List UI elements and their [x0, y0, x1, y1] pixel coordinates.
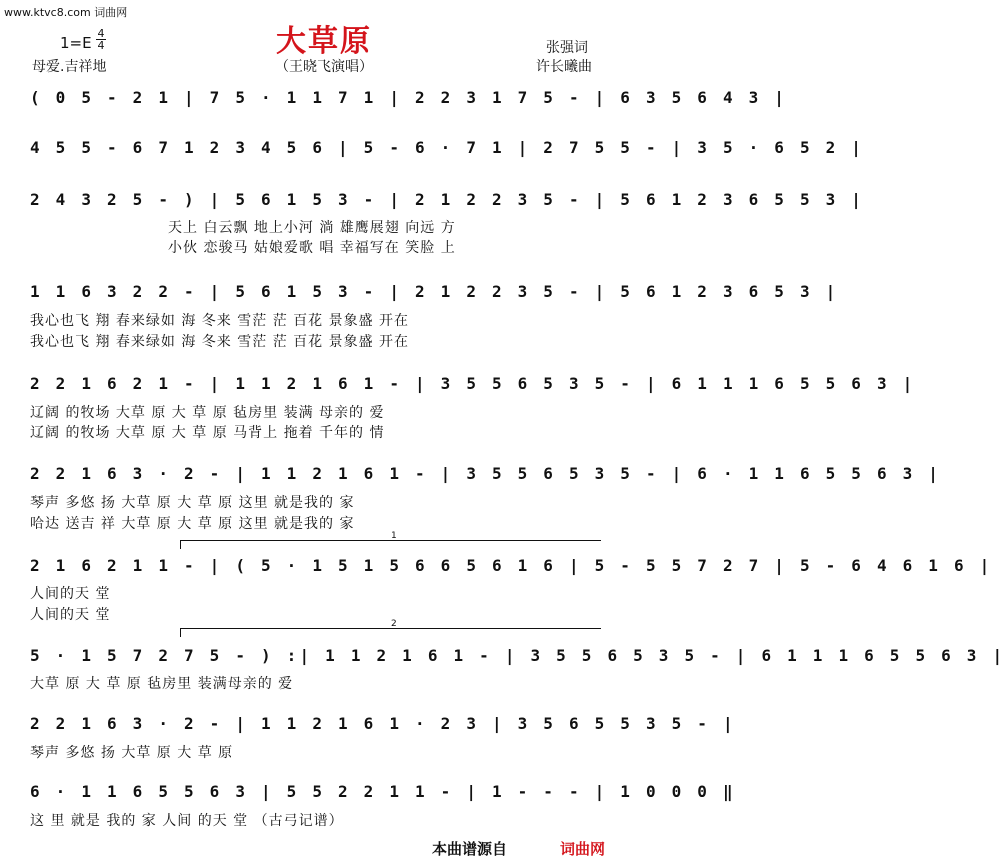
singer: （王晓飞演唱） [275, 59, 373, 75]
lyric-line-10a: 这 里 就是 我的 家 人间 的天 堂 （古弓记谱） [30, 813, 344, 829]
footer-source: 本曲谱源自 [432, 840, 508, 858]
key-signature: 1=E [60, 34, 92, 52]
composer: 许长曦曲 [536, 59, 592, 75]
time-signature [96, 28, 106, 51]
notation-line-10: 6 · 1 1 6 5 5 6 3 | 5 5 2 2 1 1 - | 1 - - - | 1 0 0 0 ‖ [30, 782, 736, 801]
notation-line-8: 5 · 1 5 7 2 7 5 - ) :| 1 1 2 1 6 1 - | 3 5 5 6 5 3 5 - | 6 1 1 1 6 5 5 6 3 | [30, 646, 1005, 665]
notation-line-5: 2 2 1 6 2 1 - | 1 1 2 1 6 1 - | 3 5 5 6 5 3 5 - | 6 1 1 1 6 5 5 6 3 | [30, 374, 916, 393]
notation-line-7: 2 1 6 2 1 1 - | ( 5 · 1 5 1 5 6 6 5 6 1 6 | 5 - 5 5 7 2 7 | 5 - 6 4 6 1 6 | [30, 556, 993, 575]
lyric-line-6a: 琴声 多悠 扬 大草 原 大 草 原 这里 就是我的 家 [30, 495, 355, 511]
site-watermark: www.ktvc8.com 词曲网 [4, 6, 128, 19]
notation-line-1: ( 0 5 - 2 1 | 7 5 · 1 1 7 1 | 2 2 3 1 7 5 - | 6 3 5 6 4 3 | [30, 88, 788, 107]
lyric-line-9a: 琴声 多悠 扬 大草 原 大 草 原 [30, 745, 234, 761]
subtitle: 母爱.吉祥地 [32, 59, 107, 75]
notation-line-6: 2 2 1 6 3 · 2 - | 1 1 2 1 6 1 - | 3 5 5 6 5 3 5 - | 6 · 1 1 6 5 5 6 3 | [30, 464, 942, 483]
notation-line-9: 2 2 1 6 3 · 2 - | 1 1 2 1 6 1 · 2 3 | 3 5 6 5 5 3 5 - | [30, 714, 736, 733]
lyric-line-8a: 大草 原 大 草 原 毡房里 装满母亲的 爱 [30, 676, 294, 692]
lyric-line-3a: 天上 白云飘 地上小河 淌 雄鹰展翅 向远 方 [168, 220, 456, 236]
lyric-line-6b: 哈达 送吉 祥 大草 原 大 草 原 这里 就是我的 家 [30, 516, 355, 532]
lyric-line-3b: 小伙 恋骏马 姑娘爱歌 唱 幸福写在 笑脸 上 [168, 240, 456, 256]
lyricist: 张强词 [546, 40, 588, 56]
lyric-line-5b: 辽阔 的牧场 大草 原 大 草 原 马背上 拖着 千年的 情 [30, 425, 385, 441]
notation-line-3: 2 4 3 2 5 - ) | 5 6 1 5 3 - | 2 1 2 2 3 5 - | 5 6 1 2 3 6 5 5 3 | [30, 190, 865, 209]
time-bottom: 4 [97, 39, 105, 52]
footer-logo: 词曲网 [560, 840, 606, 858]
lyric-line-5a: 辽阔 的牧场 大草 原 大 草 原 毡房里 装满 母亲的 爱 [30, 405, 385, 421]
time-top: 4 [97, 27, 105, 40]
volta-second-label: 2 [391, 619, 397, 629]
volta-first-label: 1 [391, 531, 397, 541]
lyric-line-7a: 人间的天 堂 [30, 586, 111, 602]
volta-second-ending [180, 619, 601, 637]
lyric-line-4b: 我心也飞 翔 春来绿如 海 冬来 雪茫 茫 百花 景象盛 开在 [30, 334, 410, 350]
volta-first-ending [180, 531, 601, 549]
lyric-line-7b: 人间的天 堂 [30, 607, 111, 623]
notation-line-4: 1 1 6 3 2 2 - | 5 6 1 5 3 - | 2 1 2 2 3 5 - | 5 6 1 2 3 6 5 3 | [30, 282, 839, 301]
notation-line-2: 4 5 5 - 6 7 1 2 3 4 5 6 | 5 - 6 · 7 1 | 2 7 5 5 - | 3 5 · 6 5 2 | [30, 138, 865, 157]
lyric-line-4a: 我心也飞 翔 春来绿如 海 冬来 雪茫 茫 百花 景象盛 开在 [30, 313, 410, 329]
song-title: 大草原 [276, 24, 372, 59]
